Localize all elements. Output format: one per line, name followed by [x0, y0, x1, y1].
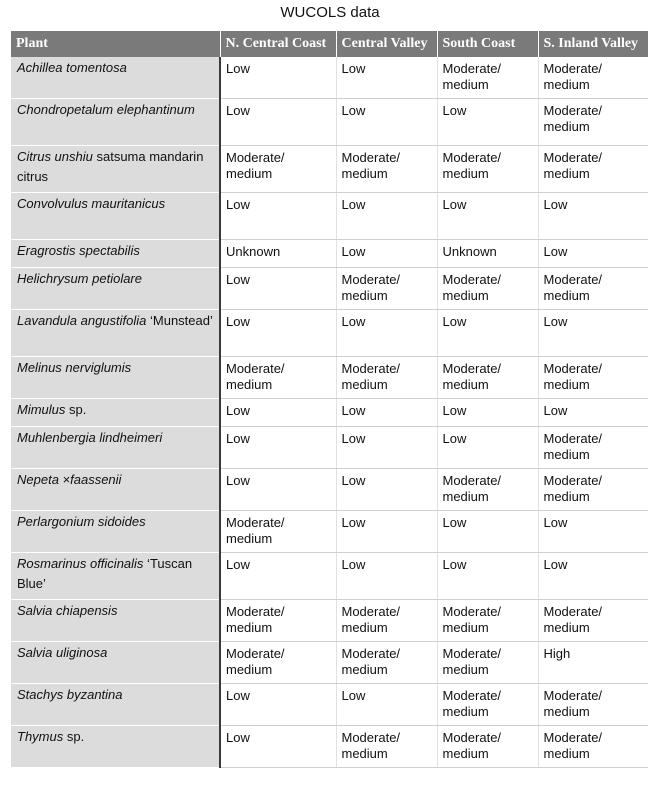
- table-row: [11, 193, 648, 240]
- plant-cultivar-name: satsuma mandarin citrus: [17, 149, 204, 184]
- water-use-cell-central-valley: Moderate/ medium: [336, 268, 437, 310]
- table-row: [11, 57, 648, 99]
- water-use-cell-central-valley: Moderate/ medium: [336, 600, 437, 642]
- plant-name-cell: Stachys byzantina: [11, 684, 220, 726]
- water-use-cell-s-inland-valley: Moderate/ medium: [538, 600, 648, 642]
- water-use-cell-n-central-coast: Low: [220, 193, 336, 240]
- plant-species-name: Thymus: [17, 729, 64, 744]
- plant-cultivar-name: sp.: [65, 402, 87, 417]
- plant-name-cell: Salvia uliginosa: [11, 642, 220, 684]
- table-row: [11, 600, 648, 642]
- water-use-cell-south-coast: Low: [437, 310, 538, 357]
- water-use-cell-central-valley: Moderate/ medium: [336, 146, 437, 193]
- water-use-cell-central-valley: Low: [336, 193, 437, 240]
- plant-name-cell: Achillea tomentosa: [11, 57, 220, 99]
- column-header-s-inland-valley: S. Inland Valley: [538, 31, 648, 57]
- water-use-cell-s-inland-valley: Low: [538, 240, 648, 268]
- water-use-cell-s-inland-valley: Moderate/ medium: [538, 684, 648, 726]
- water-use-cell-n-central-coast: Low: [220, 310, 336, 357]
- water-use-cell-n-central-coast: Unknown: [220, 240, 336, 268]
- water-use-cell-s-inland-valley: Low: [538, 310, 648, 357]
- water-use-cell-central-valley: Low: [336, 427, 437, 469]
- water-use-cell-south-coast: Low: [437, 511, 538, 553]
- table-row: [11, 684, 648, 726]
- table-row: [11, 553, 648, 600]
- plant-name-cell: Perlargonium sidoides: [11, 511, 220, 553]
- water-use-cell-s-inland-valley: Low: [538, 553, 648, 600]
- water-use-cell-n-central-coast: Low: [220, 268, 336, 310]
- water-use-cell-central-valley: Low: [336, 57, 437, 99]
- water-use-cell-central-valley: Moderate/ medium: [336, 357, 437, 399]
- water-use-cell-n-central-coast: Moderate/ medium: [220, 511, 336, 553]
- plant-name-cell: [11, 553, 220, 600]
- table-body: [11, 57, 648, 768]
- table-row: [11, 399, 648, 427]
- water-use-cell-south-coast: Unknown: [437, 240, 538, 268]
- water-use-cell-n-central-coast: Low: [220, 99, 336, 146]
- water-use-cell-south-coast: Moderate/ medium: [437, 357, 538, 399]
- water-use-cell-central-valley: Low: [336, 99, 437, 146]
- water-use-cell-south-coast: Low: [437, 427, 538, 469]
- table-row: [11, 427, 648, 469]
- plant-name-cell: [11, 399, 220, 427]
- water-use-cell-central-valley: Moderate/ medium: [336, 642, 437, 684]
- table-row: [11, 726, 648, 768]
- wucols-table: [11, 31, 648, 768]
- plant-cultivar-name: sp.: [63, 729, 85, 744]
- plant-species-name: Mimulus: [17, 402, 66, 417]
- plant-name-cell: Muhlenbergia lindheimeri: [11, 427, 220, 469]
- water-use-cell-central-valley: Low: [336, 310, 437, 357]
- water-use-cell-s-inland-valley: Low: [538, 511, 648, 553]
- water-use-cell-s-inland-valley: Moderate/ medium: [538, 427, 648, 469]
- water-use-cell-n-central-coast: Moderate/ medium: [220, 600, 336, 642]
- table-row: [11, 268, 648, 310]
- water-use-cell-n-central-coast: Moderate/ medium: [220, 357, 336, 399]
- plant-name-cell: [11, 310, 220, 357]
- water-use-cell-s-inland-valley: Moderate/ medium: [538, 469, 648, 511]
- water-use-cell-s-inland-valley: Low: [538, 399, 648, 427]
- water-use-cell-n-central-coast: Low: [220, 427, 336, 469]
- plant-name-cell: Eragrostis spectabilis: [11, 240, 220, 268]
- plant-name-cell: Convolvulus mauritanicus: [11, 193, 220, 240]
- water-use-cell-n-central-coast: Low: [220, 684, 336, 726]
- column-header-plant: Plant: [11, 31, 220, 57]
- water-use-cell-s-inland-valley: Moderate/ medium: [538, 357, 648, 399]
- column-header-central-valley: Central Valley: [336, 31, 437, 57]
- water-use-cell-south-coast: Low: [437, 553, 538, 600]
- water-use-cell-n-central-coast: Low: [220, 553, 336, 600]
- water-use-cell-central-valley: Low: [336, 399, 437, 427]
- page-title: WUCOLS data: [280, 4, 380, 21]
- plant-species-name: Rosmarinus officinalis: [17, 556, 144, 571]
- table-row: [11, 99, 648, 146]
- plant-name-cell: [11, 726, 220, 768]
- column-header-n-central-coast: N. Central Coast: [220, 31, 336, 57]
- plant-name-cell: [11, 146, 220, 193]
- table-row: [11, 240, 648, 268]
- water-use-cell-n-central-coast: Low: [220, 57, 336, 99]
- water-use-cell-south-coast: Moderate/ medium: [437, 726, 538, 768]
- plant-name-cell: Melinus nerviglumis: [11, 357, 220, 399]
- water-use-cell-south-coast: Moderate/ medium: [437, 600, 538, 642]
- table-row: [11, 146, 648, 193]
- water-use-cell-s-inland-valley: Moderate/ medium: [538, 268, 648, 310]
- water-use-cell-n-central-coast: Moderate/ medium: [220, 642, 336, 684]
- water-use-cell-south-coast: Moderate/ medium: [437, 146, 538, 193]
- table-row: [11, 511, 648, 553]
- water-use-cell-s-inland-valley: Moderate/ medium: [538, 99, 648, 146]
- water-use-cell-s-inland-valley: Low: [538, 193, 648, 240]
- water-use-cell-n-central-coast: Moderate/ medium: [220, 146, 336, 193]
- water-use-cell-s-inland-valley: Moderate/ medium: [538, 146, 648, 193]
- plant-name-cell: Helichrysum petiolare: [11, 268, 220, 310]
- water-use-cell-central-valley: Moderate/ medium: [336, 726, 437, 768]
- water-use-cell-s-inland-valley: Moderate/ medium: [538, 57, 648, 99]
- table-row: [11, 642, 648, 684]
- water-use-cell-south-coast: Moderate/ medium: [437, 469, 538, 511]
- water-use-cell-central-valley: Low: [336, 553, 437, 600]
- water-use-cell-central-valley: Low: [336, 511, 437, 553]
- water-use-cell-central-valley: Low: [336, 684, 437, 726]
- water-use-cell-south-coast: Low: [437, 193, 538, 240]
- water-use-cell-south-coast: Moderate/ medium: [437, 57, 538, 99]
- table-row: [11, 310, 648, 357]
- plant-name-cell: Chondropetalum elephantinum: [11, 99, 220, 146]
- table-row: [11, 357, 648, 399]
- water-use-cell-central-valley: Low: [336, 469, 437, 511]
- water-use-cell-s-inland-valley: Moderate/ medium: [538, 726, 648, 768]
- water-use-cell-n-central-coast: Low: [220, 399, 336, 427]
- water-use-cell-n-central-coast: Low: [220, 726, 336, 768]
- plant-name-cell: Salvia chiapensis: [11, 600, 220, 642]
- plant-cultivar-name: ‘Tuscan Blue’: [17, 556, 193, 591]
- plant-species-name: Lavandula angustifolia: [17, 313, 147, 328]
- water-use-cell-south-coast: Low: [437, 399, 538, 427]
- water-use-cell-s-inland-valley: High: [538, 642, 648, 684]
- plant-name-cell: Nepeta ×faassenii: [11, 469, 220, 511]
- water-use-cell-south-coast: Moderate/ medium: [437, 642, 538, 684]
- table-header: [11, 31, 648, 57]
- plant-species-name: Citrus unshiu: [17, 149, 93, 164]
- column-header-south-coast: South Coast: [437, 31, 538, 57]
- plant-cultivar-name: ‘Munstead’: [146, 313, 213, 328]
- table-row: [11, 469, 648, 511]
- water-use-cell-n-central-coast: Low: [220, 469, 336, 511]
- water-use-cell-south-coast: Moderate/ medium: [437, 268, 538, 310]
- water-use-cell-south-coast: Low: [437, 99, 538, 146]
- water-use-cell-central-valley: Low: [336, 240, 437, 268]
- water-use-cell-south-coast: Moderate/ medium: [437, 684, 538, 726]
